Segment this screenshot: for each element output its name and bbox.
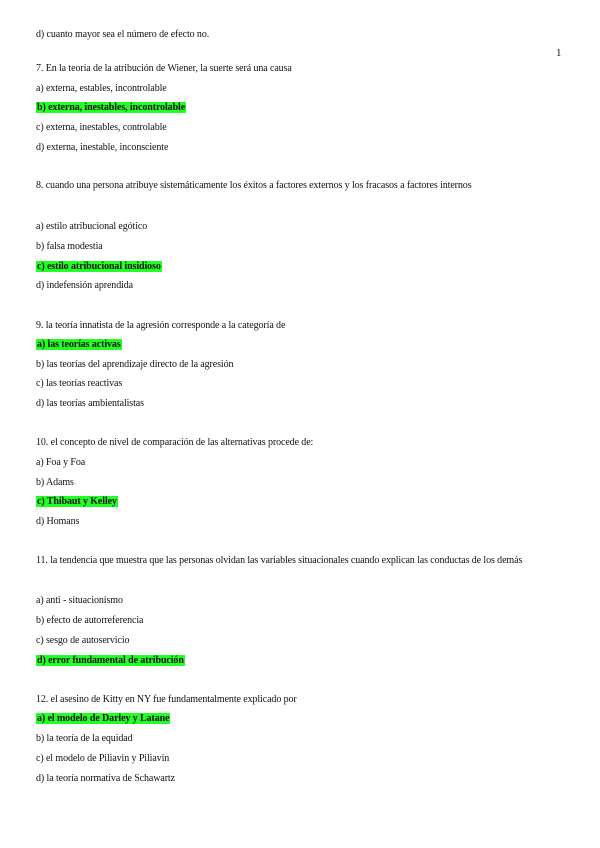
question-7-option-b-correct — [36, 102, 566, 114]
question-11-option-b: b) efecto de autorreferencia — [36, 615, 144, 626]
question-8-option-d: d) indefensión aprendida — [36, 280, 134, 291]
correct-answer-highlight: a) las teorías activas — [37, 339, 121, 350]
question-10-option-b: b) Adams — [36, 477, 74, 488]
question-9-option-a-correct — [36, 339, 566, 351]
question-9-option-d: d) las teorías ambientalistas — [36, 398, 144, 409]
question-11-option-d-correct — [36, 655, 566, 667]
question-10-stem: 10. el concepto de nivel de comparación de las alternativas procede de: — [36, 437, 314, 448]
question-8-option-b: b) falsa modestia — [36, 241, 103, 252]
question-7-option-d: d) externa, inestable, inconsciente — [36, 142, 169, 153]
question-7-option-c: c) externa, inestables, controlable — [36, 122, 167, 133]
question-7-stem: 7. En la teoría de la atribución de Wiener, la suerte será una causa — [36, 63, 292, 74]
question-7-option-a: a) externa, estables, incontrolable — [36, 83, 167, 94]
correct-answer-highlight: b) externa, inestables, incontrolable — [37, 102, 186, 113]
question-10-option-c-correct — [36, 496, 566, 508]
correct-answer-highlight: d) error fundamental de atribución — [37, 655, 184, 666]
question-12-stem: 12. el asesino de Kitty en NY fue fundamentalmente explicado por — [36, 694, 297, 705]
question-9-option-c: c) las teorías reactivas — [36, 378, 123, 389]
question-9-stem: 9. la teoría innatista de la agresión corresponde a la categoría de — [36, 320, 286, 331]
question-9-option-b: b) las teorías del aprendizaje directo de la agresión — [36, 359, 234, 370]
correct-answer-highlight: c) estilo atribucional insidioso — [37, 261, 161, 272]
question-12-option-a-correct — [36, 713, 566, 725]
question-12-option-c: c) el modelo de Piliavin y Piliavin — [36, 753, 170, 764]
question-8-stem: 8. cuando una persona atribuye sistemáticamente los éxitos a factores externos y los fracasos a factores internos — [36, 180, 472, 191]
correct-answer-highlight: a) el modelo de Darley y Latane — [37, 713, 170, 724]
question-8-option-c-correct — [36, 261, 566, 273]
question-8-option-a: a) estilo atribucional egótico — [36, 221, 148, 232]
correct-answer-highlight: c) Thibaut y Kelley — [37, 496, 117, 507]
question-12-option-b: b) la teoría de la equidad — [36, 733, 133, 744]
question-10-option-d: d) Homans — [36, 516, 80, 527]
page-number: 1 — [556, 47, 562, 59]
question-11-option-c: c) sesgo de autoservicio — [36, 635, 130, 646]
question-11-option-a: a) anti - situacionismo — [36, 595, 123, 606]
continued-option-line: d) cuanto mayor sea el número de efecto no. — [36, 29, 210, 40]
question-12-option-d: d) la teoría normativa de Schawartz — [36, 773, 175, 784]
question-10-option-a: a) Foa y Foa — [36, 457, 86, 468]
question-11-stem: 11. la tendencia que muestra que las personas olvidan las variables situacionales cuando explican las conductas de los demás — [36, 555, 523, 566]
